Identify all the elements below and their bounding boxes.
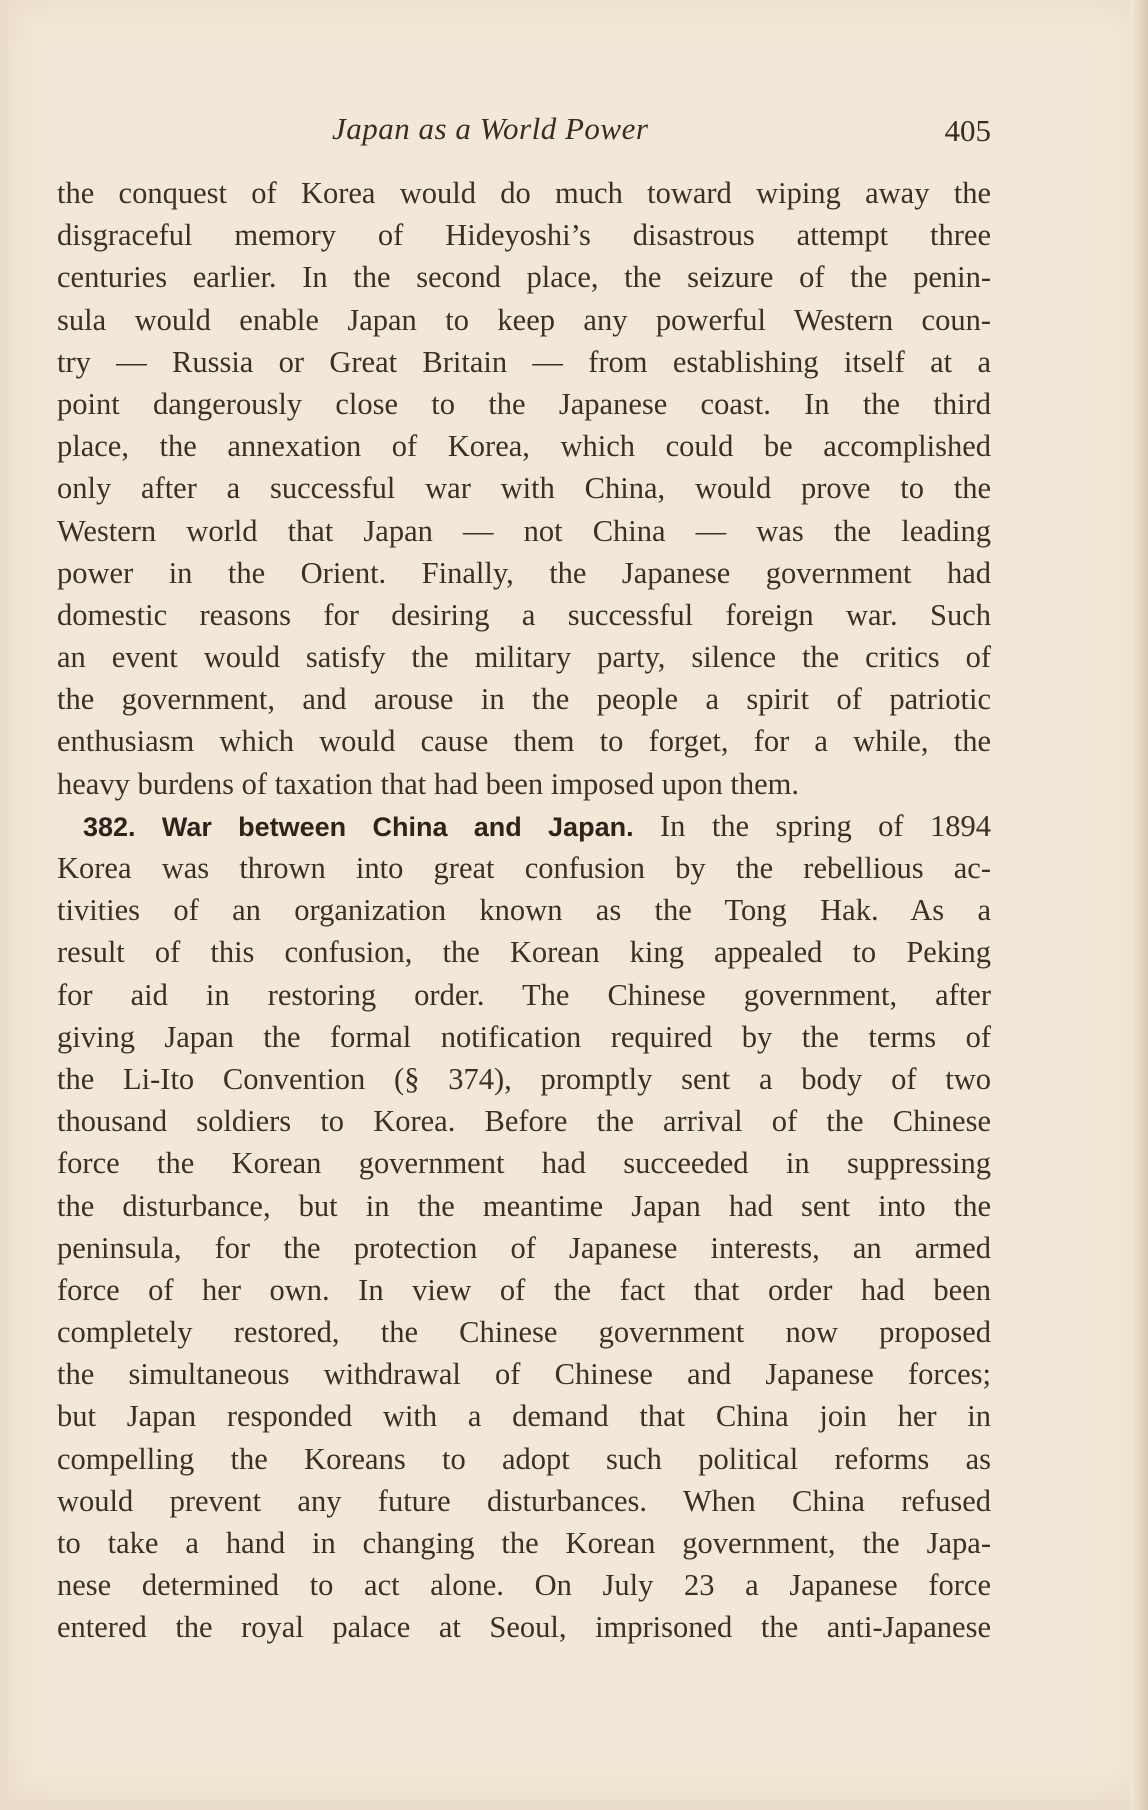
section-first-line-text: In the spring of 1894: [660, 808, 992, 843]
text-line: only after a successful war with China, would prove to the: [57, 471, 991, 506]
text-line: enthusiasm which would cause them to forget, for a while, the: [57, 724, 991, 759]
text-line: the disturbance, but in the meantime Japan had sent into the: [57, 1188, 991, 1223]
text-line: Korea was thrown into great confusion by the rebellious ac-: [57, 851, 991, 885]
text-line: for aid in restoring order. The Chinese government, after: [57, 977, 991, 1012]
text-line: compelling the Koreans to adopt such political reforms as: [57, 1441, 991, 1476]
text-line: point dangerously close to the Japanese coast. In the third: [57, 386, 991, 421]
text-line: tivities of an organization known as the Tong Hak. As a: [57, 893, 991, 928]
text-line: the conquest of Korea would do much toward wiping away the: [57, 176, 991, 210]
text-line: power in the Orient. Finally, the Japanese government had: [57, 555, 991, 590]
text-line: force the Korean government had succeeded in suppressing: [57, 1146, 991, 1181]
text-line: the simultaneous withdrawal of Chinese and Japanese forces;: [57, 1357, 991, 1392]
text-line: an event would satisfy the military party, silence the critics of: [57, 640, 991, 675]
text-line: the Li-Ito Convention (§ 374), promptly sent a body of two: [57, 1061, 991, 1096]
text-line: to take a hand in changing the Korean government, the Japa-: [57, 1526, 991, 1560]
page-number: 405: [944, 113, 991, 148]
text-line: peninsula, for the protection of Japanese interests, an armed: [57, 1230, 991, 1265]
text-line: force of her own. In view of the fact that order had been: [57, 1272, 991, 1307]
text-line: result of this confusion, the Korean king appealed to Peking: [57, 935, 991, 970]
text-line: giving Japan the formal notification required by the terms of: [57, 1019, 991, 1054]
text-line: domestic reasons for desiring a successful foreign war. Such: [57, 597, 991, 632]
text-line: disgraceful memory of Hideyoshi’s disastrous attempt three: [57, 218, 991, 253]
text-line: completely restored, the Chinese government now proposed: [57, 1315, 991, 1350]
text-line: sula would enable Japan to keep any powerful Western coun-: [57, 302, 991, 337]
text-line: would prevent any future disturbances. When China refused: [57, 1483, 991, 1518]
body-text: [57, 172, 991, 1649]
section-first-line: [57, 805, 991, 847]
text-line: place, the annexation of Korea, which could be accomplished: [57, 429, 991, 464]
text-line: entered the royal palace at Seoul, imprisoned the anti-Japanese: [57, 1610, 991, 1645]
page-edge-shadow: [1130, 0, 1148, 1810]
text-line: the government, and arouse in the people a spirit of patriotic: [57, 682, 991, 717]
text-line: try — Russia or Great Britain — from establishing itself at a: [57, 344, 991, 379]
section-heading: 382. War between China and Japan.: [83, 811, 634, 842]
text-line: Western world that Japan — not China — was the leading: [57, 513, 991, 548]
text-line: centuries earlier. In the second place, the seizure of the penin-: [57, 260, 991, 295]
text-line: thousand soldiers to Korea. Before the arrival of the Chinese: [57, 1104, 991, 1139]
running-title: Japan as a World Power: [332, 111, 649, 146]
page-header: [57, 105, 991, 155]
text-line: but Japan responded with a demand that China join her in: [57, 1399, 991, 1434]
text-line: heavy burdens of taxation that had been imposed upon them.: [57, 766, 799, 801]
text-line: nese determined to act alone. On July 23 a Japanese force: [57, 1568, 991, 1603]
